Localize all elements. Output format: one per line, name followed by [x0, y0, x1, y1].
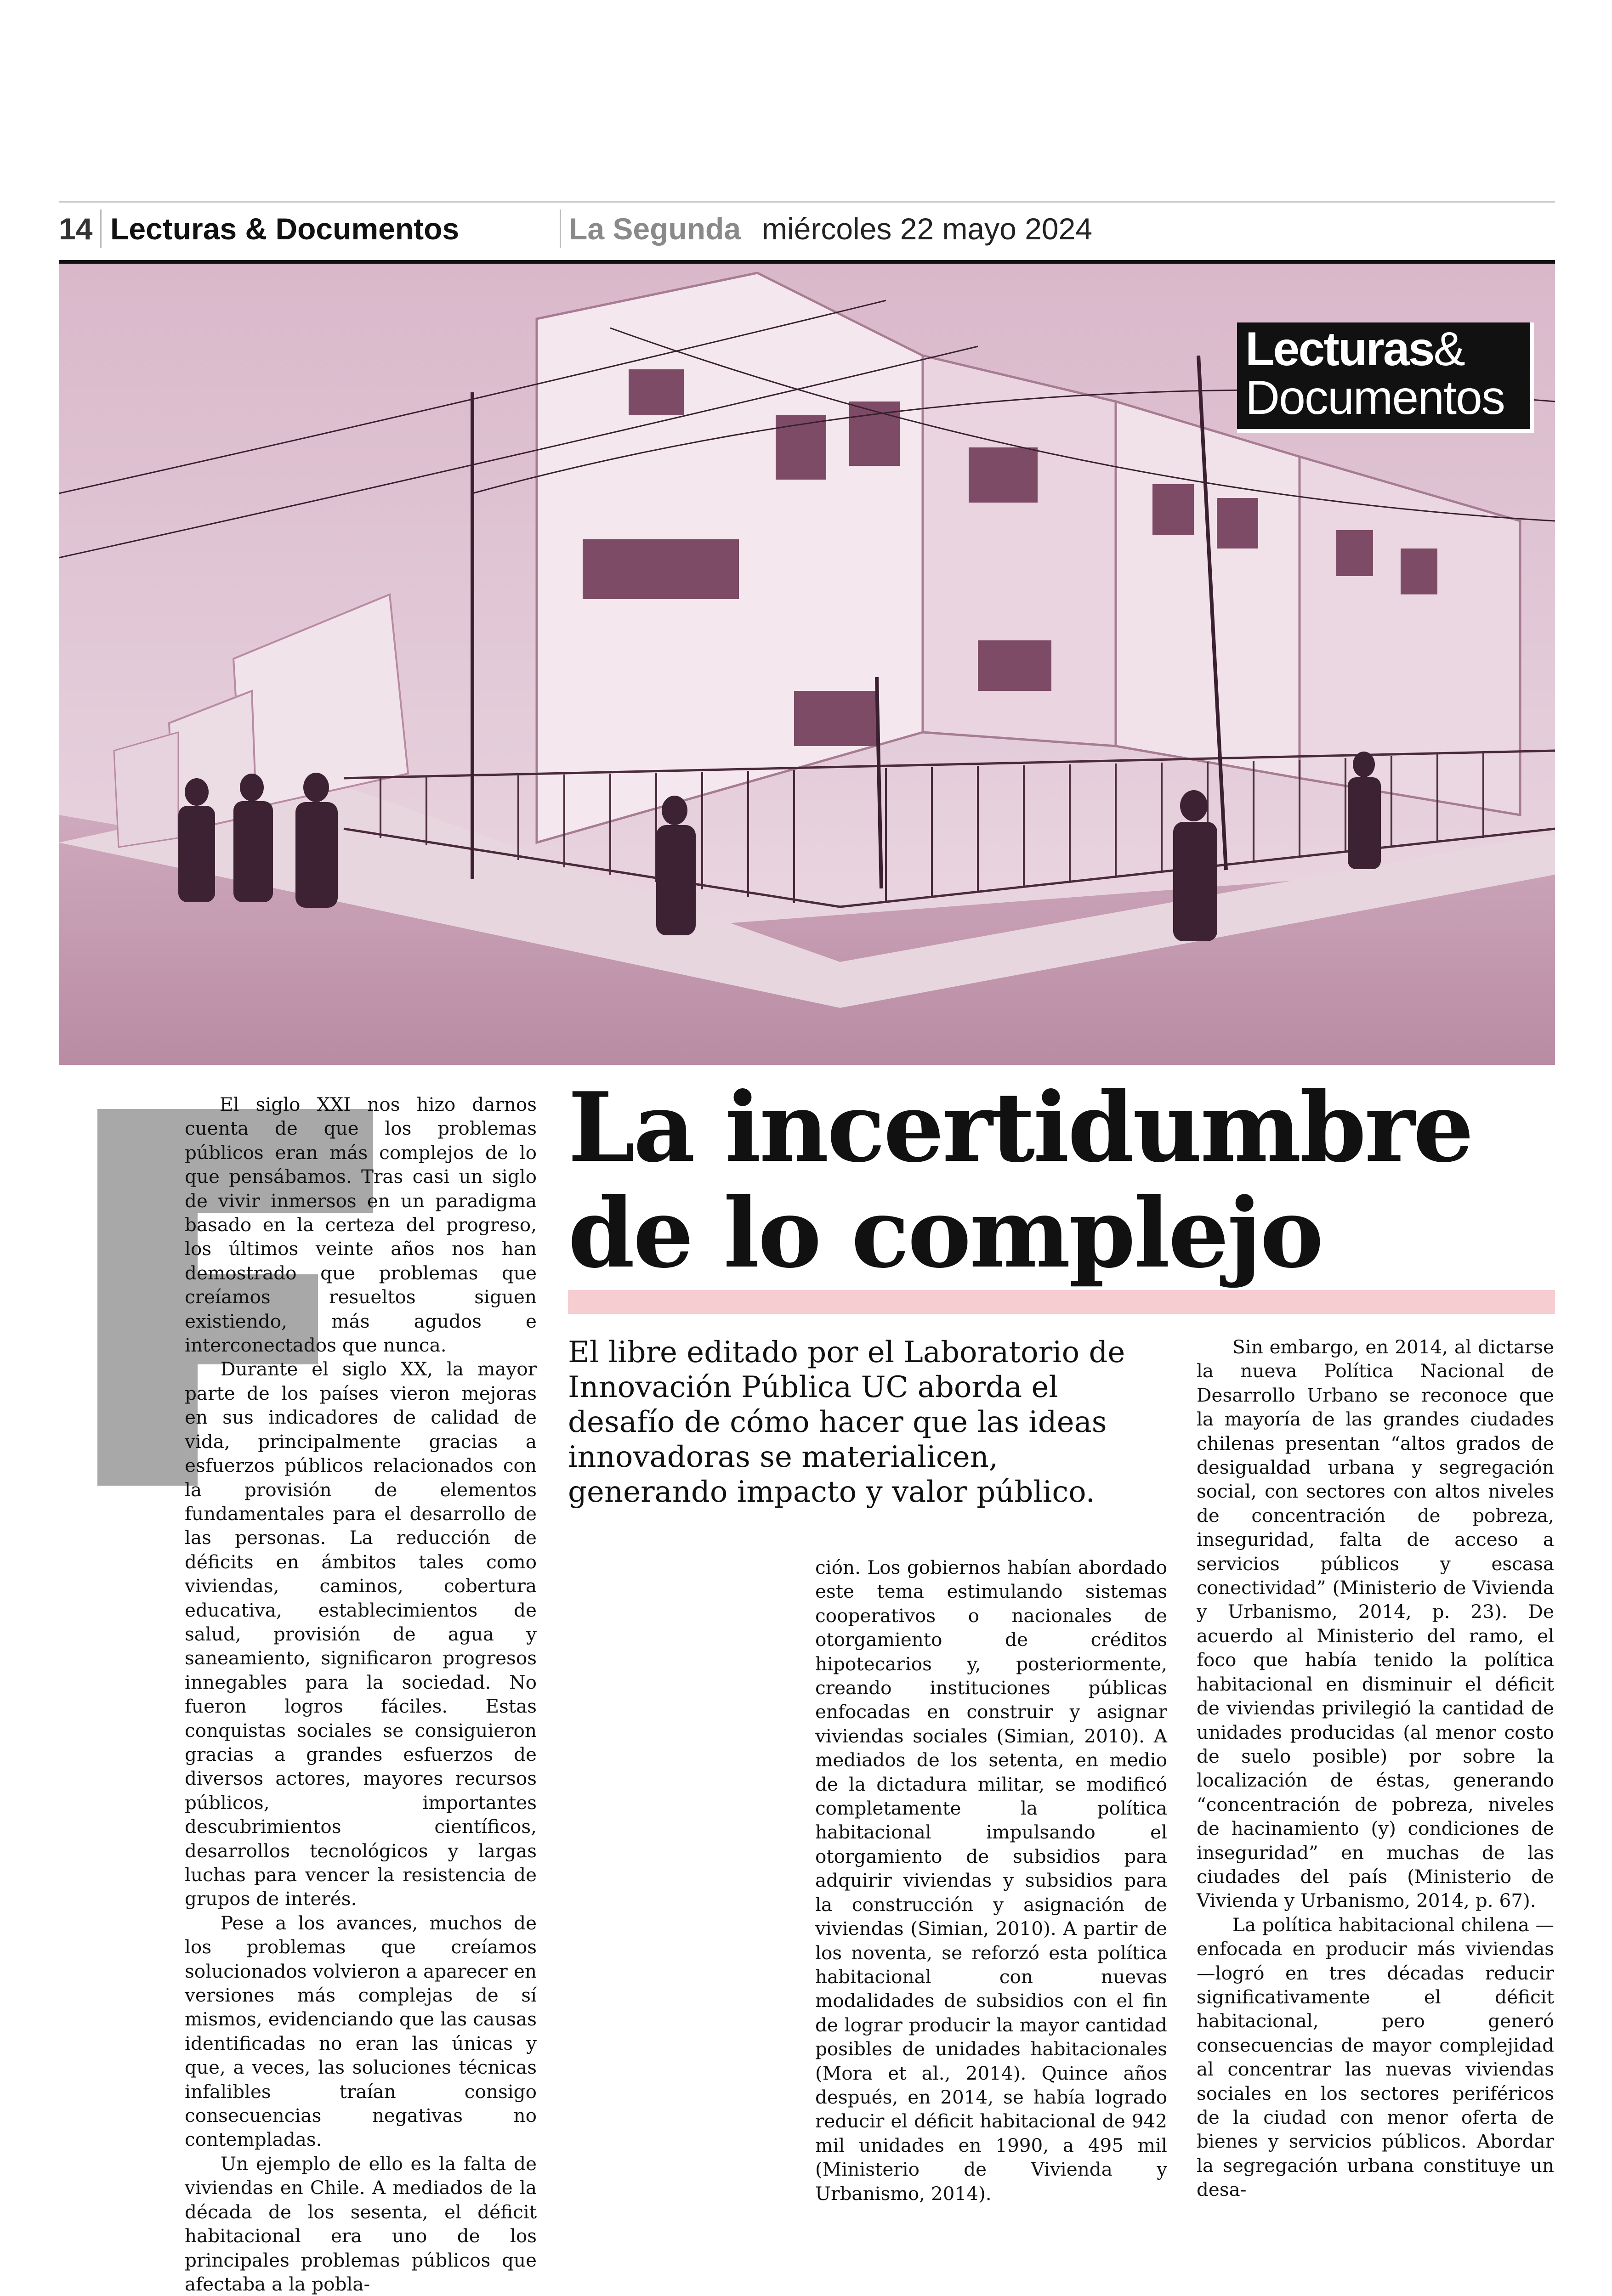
body-paragraph: Sin embargo, en 2014, al dictarse la nueva Política Nacional de Desarrollo Urbano se reconoce que la mayoría de las grandes ciudades chilenas presentan “altos grados de desigualdad urbana y segregación social, con sectores con altos niveles de concentración de pobreza, inseguridad, falta de acceso a servicios públicos y escasa conectividad” (Ministerio de Vivienda y Urbanismo, 2014, p. 23). De acuerdo al Ministerio del ramo, el foco que había tenido la política habitacional en disminuir el déficit de viviendas privilegió la cantidad de unidades producidas (al menor costo de suelo posible) por sobre la localización de éstas, generando “concentración de pobreza, niveles de hacinamiento (y) condiciones de inseguridad” en muchas de las ciudades del país (Ministerio de Vivienda y Urbanismo, 2014, p. 67). — [1197, 1336, 1554, 1912]
page-number: 14 — [59, 212, 93, 246]
body-paragraph: El siglo XXI nos hizo darnos cuenta de que los problemas públicos eran más complejos de lo que pensábamos. Tras casi un siglo de vivir inmersos en un paradigma basado en la certeza del progreso, los últimos veinte años nos han demostrado que problemas que creíamos resueltos siguen existiendo, más agudos e interconectados que nunca. — [185, 1093, 537, 1357]
article-headline — [568, 1072, 1556, 1289]
header-divider — [100, 209, 102, 248]
body-paragraph: Pese a los avances, muchos de los problemas que creíamos solucionados volvieron a aparecer en versiones más complejas de sí mismos, evidenciando que las causas identificadas no eran las únicas y que, a veces, las soluciones técnicas infalibles traían consigo consecuencias negativas no contempladas. — [185, 1911, 537, 2151]
headline-line: de lo complejo — [568, 1177, 1322, 1289]
article-deck: El libre editado por el Laboratorio de Innovación Pública UC aborda el desafío de cómo hacer que las ideas innovadoras se materialicen, generando impacto y valor público. — [568, 1335, 1125, 1509]
section-logo — [1237, 322, 1534, 433]
section-title: Lecturas & Documentos — [110, 212, 460, 246]
header-divider — [560, 209, 561, 248]
logo-word-documentos: Documentos — [1245, 371, 1504, 424]
body-column-2 — [815, 1555, 1167, 2206]
body-column-1 — [185, 1092, 537, 2296]
photo-top-rule — [59, 260, 1555, 264]
logo-ampersand: & — [1433, 322, 1464, 376]
issue-date: miércoles 22 mayo 2024 — [762, 212, 1093, 246]
body-paragraph: La política habitacional chilena —enfocada en producir más viviendas—logró en tres décadas reducir significativamente el déficit habitacional, pero generó consecuencias de mayor complejidad al concentrar las nuevas viviendas sociales en los sectores periféricos de la ciudad con menor oferta de bienes y servicios públicos. Abordar la segregación urbana constituye un desa- — [1197, 1913, 1554, 2201]
headline-line: La incertidumbre — [568, 1072, 1472, 1184]
newspaper-name: La Segunda — [569, 212, 741, 246]
top-rule — [59, 201, 1555, 203]
headline-rule — [568, 1290, 1555, 1314]
body-column-3 — [1197, 1335, 1554, 2202]
page-header — [59, 208, 1555, 252]
logo-word-lecturas: Lecturas — [1245, 322, 1434, 376]
body-paragraph: Un ejemplo de ello es la falta de viviendas en Chile. A mediados de la década de los sesenta, el déficit habitacional era uno de los principales problemas públicos que afectaba a la pobla- — [185, 2152, 537, 2295]
body-paragraph: Durante el siglo XX, la mayor parte de los países vieron mejoras en sus indicadores de calidad de vida, principalmente gracias a esfuerzos públicos relacionados con la provisión de elementos fundamentales para el desarrollo de las personas. La reducción de déficits en ámbitos tales como viviendas, caminos, cobertura educativa, establecimientos de salud, provisión de agua y saneamiento, significaron progresos innegables para la sociedad. No fueron logros fáciles. Estas conquistas sociales se consiguieron gracias a grandes esfuerzos de diversos actores, mayores recursos públicos, importantes descubrimientos científicos, desarrollos tecnológicos y largas luchas para vencer la resistencia de grupos de interés. — [185, 1358, 537, 1910]
body-paragraph: ción. Los gobiernos habían abordado este tema estimulando sistemas cooperativos o nacionales de otorgamiento de créditos hipotecarios y, posteriormente, creando instituciones públicas enfocadas en construir y asignar viviendas sociales (Simian, 2010). A mediados de los setenta, en medio de la dictadura militar, se modificó completamente la política habitacional impulsando el otorgamiento de subsidios para adquirir viviendas y subsidios para la construcción y asignación de viviendas (Simian, 2010). A partir de los noventa, se reforzó esta política habitacional con nuevas modalidades de subsidios con el fin de lograr producir la mayor cantidad posibles de unidades habitacionales (Mora et al., 2014). Quince años después, en 2014, se había logrado reducir el déficit habitacional de 942 mil unidades en 1990, a 495 mil (Ministerio de Vivienda y Urbanismo, 2014). — [815, 1556, 1167, 2205]
